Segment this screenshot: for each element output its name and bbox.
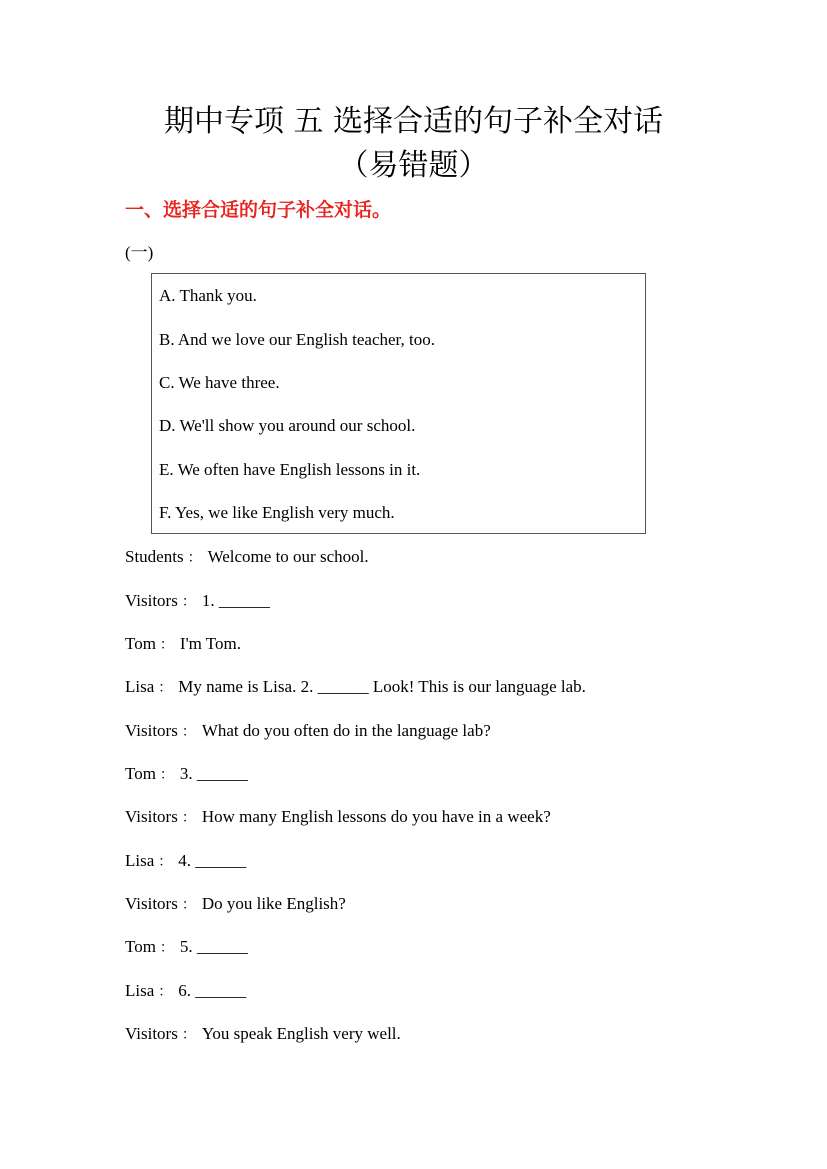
dialogue-text: 1. ______ [201,591,270,610]
dialogue-text: Do you like English? [201,894,346,913]
separator: ： [187,550,202,566]
option-f: F. Yes, we like English very much. [159,503,395,522]
dialogue-line [125,545,369,570]
speaker-name: Tom [125,634,156,653]
dialogue-line [125,1022,401,1047]
dialogue-text: My name is Lisa. 2. ______ Look! This is our language lab. [178,677,586,696]
separator: ： [158,854,173,870]
speaker-name: Lisa [125,851,155,870]
speaker-name: Visitors [125,591,178,610]
dialogue-line [125,849,246,874]
separator: ： [181,810,196,826]
dialogue-text: 5. ______ [179,937,248,956]
speaker-name: Lisa [125,677,155,696]
option-e: E. We often have English lessons in it. [159,460,421,479]
dialogue-line [125,979,246,1004]
dialogue-line [125,762,248,787]
options-box [151,273,646,534]
section-heading: 一、选择合适的句子补全对话。 [125,199,392,221]
dialogue-text: I'm Tom. [179,634,241,653]
option-c: C. We have three. [159,373,280,392]
dialogue-line [125,935,248,960]
speaker-name: Visitors [125,894,178,913]
separator: ： [181,724,196,740]
separator: ： [159,940,174,956]
speaker-name: Tom [125,764,156,783]
dialogue-line [125,892,346,917]
dialogue-text: How many English lessons do you have in a week? [201,807,551,826]
option-d: D. We'll show you around our school. [159,416,416,435]
option-a: A. Thank you. [159,286,257,305]
separator: ： [181,1027,196,1043]
dialogue-text: 6. ______ [178,981,247,1000]
page-title: 期中专项 五 选择合适的句子补全对话 [163,104,664,139]
speaker-name: Students [125,547,184,566]
separator: ： [158,984,173,1000]
separator: ： [181,594,196,610]
separator: ： [158,680,173,696]
speaker-name: Visitors [125,807,178,826]
dialogue-text: 3. ______ [179,764,248,783]
dialogue-line [125,805,551,830]
option-b: B. And we love our English teacher, too. [159,330,435,349]
dialogue-text: 4. ______ [178,851,247,870]
speaker-name: Lisa [125,981,155,1000]
dialogue-line [125,719,491,744]
dialogue-line [125,632,241,657]
separator: ： [181,897,196,913]
speaker-name: Visitors [125,721,178,740]
dialogue-text: Welcome to our school. [207,547,369,566]
page-subtitle: （易错题） [338,148,489,183]
dialogue-text: You speak English very well. [201,1024,401,1043]
speaker-name: Tom [125,937,156,956]
separator: ： [159,637,174,653]
separator: ： [159,767,174,783]
dialogue-line [125,589,270,614]
speaker-name: Visitors [125,1024,178,1043]
part-label: (一) [125,243,154,262]
dialogue-line [125,675,586,700]
dialogue-text: What do you often do in the language lab? [201,721,491,740]
